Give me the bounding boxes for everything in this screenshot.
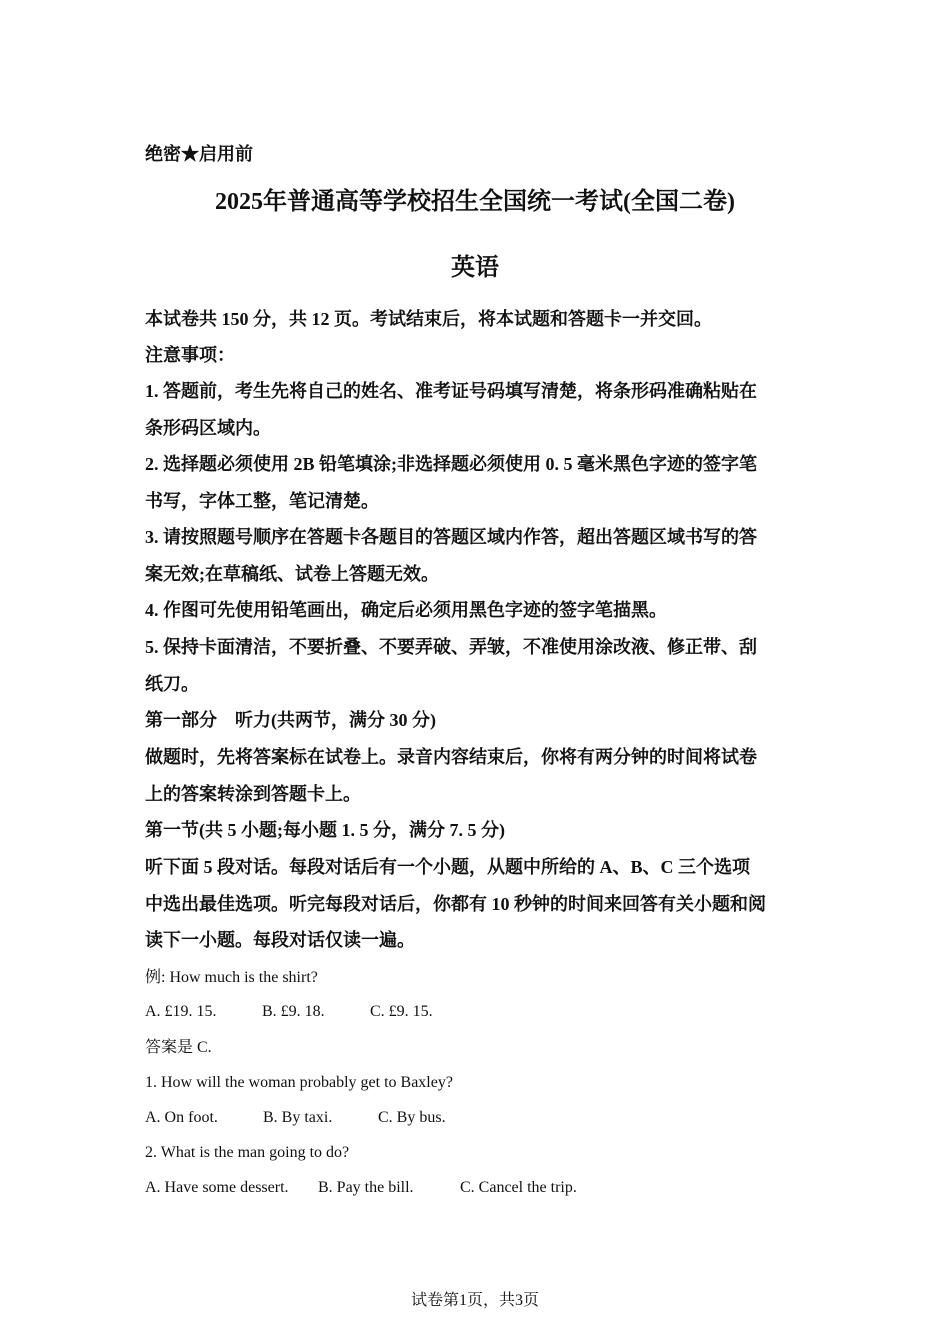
- note-3-line-a: 3. 请按照题号顺序在答题卡各题目的答题区域内作答，超出答题区域书写的答: [145, 527, 757, 547]
- note-1-line-b: 条形码区域内。: [145, 418, 271, 438]
- note-2-line-a: 2. 选择题必须使用 2B 铅笔填涂;非选择题必须使用 0. 5 毫米黑色字迹的签字笔: [145, 454, 757, 474]
- subject-title: 英语: [451, 255, 499, 281]
- question-1: 1. How will the woman probably get to Baxley?: [145, 1074, 453, 1091]
- part1-instruction-a: 做题时，先将答案标在试卷上。录音内容结束后，你将有两分钟的时间将试卷: [145, 747, 757, 767]
- example-question: 例: How much is the shirt?: [145, 969, 318, 986]
- section1-instruction-a: 听下面 5 段对话。每段对话后有一个小题，从题中所给的 A、B、C 三个选项: [145, 857, 751, 877]
- intro-line: 本试卷共 150 分，共 12 页。考试结束后，将本试题和答题卡一并交回。: [145, 309, 712, 329]
- question-1-options: [145, 1106, 810, 1130]
- note-3-line-b: 案无效;在草稿纸、试卷上答题无效。: [145, 564, 439, 584]
- section1-instruction-c: 读下一小题。每段对话仅读一遍。: [145, 930, 415, 950]
- question-2: 2. What is the man going to do?: [145, 1144, 350, 1161]
- question-2-option-c: C. Cancel the trip.: [460, 1179, 577, 1196]
- example-option-b: B. £9. 18.: [262, 1003, 325, 1020]
- note-5-line-b: 纸刀。: [145, 674, 199, 694]
- notes-title: 注意事项：: [145, 345, 235, 365]
- note-4-line: 4. 作图可先使用铅笔画出，确定后必须用黑色字迹的签字笔描黑。: [145, 600, 667, 620]
- question-2-option-a: A. Have some dessert.: [145, 1179, 289, 1196]
- note-1-line-a: 1. 答题前，考生先将自己的姓名、准考证号码填写清楚，将条形码准确粘贴在: [145, 381, 757, 401]
- note-2-line-b: 书写，字体工整，笔记清楚。: [145, 491, 379, 511]
- section1-title: 第一节(共 5 小题;每小题 1. 5 分，满分 7. 5 分): [145, 820, 505, 840]
- question-1-option-c: C. By bus.: [378, 1109, 446, 1126]
- part1-instruction-b: 上的答案转涂到答题卡上。: [145, 784, 361, 804]
- section1-instruction-b: 中选出最佳选项。听完每段对话后，你都有 10 秒钟的时间来回答有关小题和阅: [145, 894, 766, 914]
- part1-title: 第一部分 听力(共两节，满分 30 分): [145, 710, 436, 730]
- example-options: [145, 1000, 810, 1024]
- question-2-options: [145, 1176, 810, 1200]
- question-1-option-b: B. By taxi.: [263, 1109, 333, 1126]
- question-1-option-a: A. On foot.: [145, 1109, 218, 1126]
- exam-title: 2025年普通高等学校招生全国统一考试(全国二卷): [215, 189, 735, 215]
- page-footer: 试卷第1页，共3页: [410, 1292, 539, 1309]
- note-5-line-a: 5. 保持卡面清洁，不要折叠、不要弄破、弄皱，不准使用涂改液、修正带、刮: [145, 637, 757, 657]
- example-option-a: A. £19. 15.: [145, 1003, 217, 1020]
- question-2-option-b: B. Pay the bill.: [318, 1179, 414, 1196]
- example-option-c: C. £9. 15.: [370, 1003, 433, 1020]
- example-answer: 答案是 C.: [145, 1039, 212, 1056]
- classification-label: 绝密★启用前: [145, 144, 253, 164]
